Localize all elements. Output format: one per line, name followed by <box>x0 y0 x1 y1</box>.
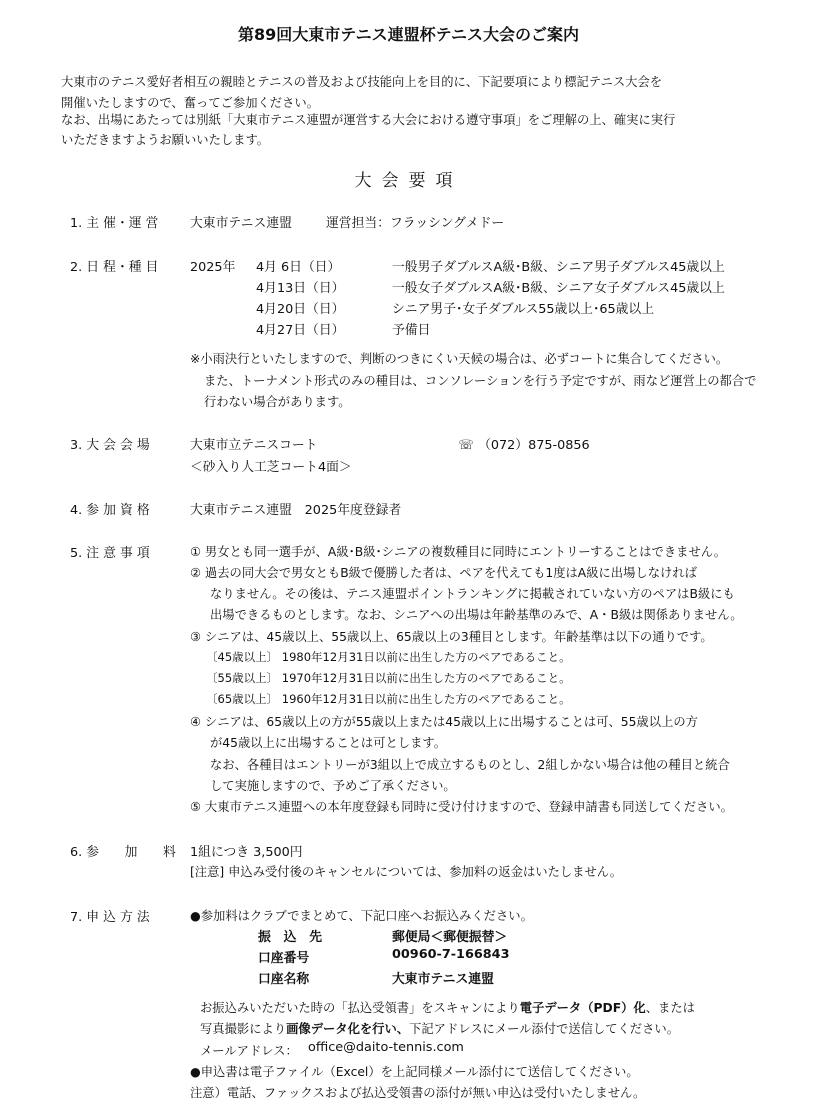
notice-4-cont-2: なお、各種目はエントリーが3組以上で成立するものとし、2組しかない場合は他の種目と統合 <box>210 758 730 772</box>
notice-2: ② 過去の同大会で男女ともB級で優勝した者は、ペアを代えても1度はA級に出場しなければ <box>190 566 697 580</box>
schedule-date-2: 4月13日（日） <box>256 281 345 296</box>
section-1-label: 1. 主 催・運 営 <box>70 216 159 231</box>
venue-court: ＜砂入り人工芝コート4面＞ <box>190 460 352 475</box>
manager: 運営担当：フラッシングメドー <box>326 216 505 231</box>
receipt-text-f: 下記アドレスにメール添付で送信してください。 <box>409 1022 679 1036</box>
entry-fee: 1組につき 3,500円 <box>190 845 303 860</box>
notice-4-cont-1: が45歳以上に出場することは可とします。 <box>210 736 447 750</box>
section-4-label: 4. 参 加 資 格 <box>70 503 150 518</box>
notice-2-cont-1: なりません。その後は、テニス連盟ポイントランキングに掲載されていない方のペアはB級にも <box>210 587 735 601</box>
schedule-event-1: 一般男子ダブルスA級･B級、シニア男子ダブルス45歳以上 <box>392 260 725 275</box>
schedule-event-2: 一般女子ダブルスA級･B級、シニア女子ダブルス45歳以上 <box>392 281 725 296</box>
notice-2-cont-2: 出場できるものとします。なお、シニアへの出場は年齢基準のみで、A・B級は関係ありません。 <box>210 608 743 622</box>
notice-5: ⑤ 大東市テニス連盟への本年度登録も同時に受け付けますので、登録申請書も同送してください。 <box>190 800 733 814</box>
bank-label-account-number: 口座番号 <box>258 951 310 966</box>
receipt-text-a: お振込みいただいた時の「払込受領書」をスキャンにより <box>200 1001 520 1015</box>
notice-4-cont-3: して実施しますので、予めご了承ください。 <box>210 779 456 793</box>
section-6-label: 6. 参 加 料 <box>70 845 176 860</box>
notice-1: ① 男女とも同一選手が、A級･B級･シニアの複数種目に同時にエントリーすることはできません。 <box>190 545 727 559</box>
application-form-instruction: ●申込書は電子ファイル（Excel）を上記同様メール添付にて送信してください。 <box>190 1065 639 1079</box>
section-2-label: 2. 日 程・種 目 <box>70 260 159 275</box>
payment-instruction: ●参加料はクラブでまとめて、下記口座へお振込みください。 <box>190 909 533 923</box>
page-title: 第89回大東市テニス連盟杯テニス大会のご案内 <box>238 25 579 44</box>
notice-4: ④ シニアは、65歳以上の方が55歳以上または45歳以上に出場することは可、55歳以上の方 <box>190 715 698 729</box>
bank-value-payee: 郵便局＜郵便振替＞ <box>392 930 508 945</box>
age-rule-65: 〔65歳以上〕 1960年12月31日以前に出生した方のペアであること。 <box>206 692 571 706</box>
eligibility: 大東市テニス連盟 2025年度登録者 <box>190 503 402 518</box>
intro-line-3: なお、出場にあたっては別紙「大東市テニス連盟が運営する大会における遵守事項」をご理解の上、確実に実行 <box>61 113 676 127</box>
fee-note: [注意] 申込み受付後のキャンセルについては、参加料の返金はいたしません。 <box>190 865 623 879</box>
section-3-label: 3. 大 会 会 場 <box>70 438 150 453</box>
intro-line-2: 開催いたしますので、奮ってご参加ください。 <box>61 96 319 110</box>
intro-line-4: いただきますようお願いいたします。 <box>61 133 270 147</box>
receipt-text-e: 画像データ化を行い、 <box>286 1022 410 1036</box>
intro-line-1: 大東市のテニス愛好者相互の親睦とテニスの普及および技能向上を目的に、下記要項により標記テニス大会を <box>61 75 663 89</box>
schedule-note-1: ※小雨決行といたしますので、判断のつきにくい天候の場合は、必ずコートに集合してください。 <box>190 352 729 366</box>
mail-address: office@daito-tennis.com <box>308 1040 464 1055</box>
section-heading: 大会要項 <box>354 171 463 191</box>
venue-name: 大東市立テニスコート <box>190 438 318 453</box>
schedule-event-3: シニア男子･女子ダブルス55歳以上･65歳以上 <box>392 302 655 317</box>
application-caution: 注意）電話、ファックスおよび払込受領書の添付が無い申込は受付いたしません。 <box>190 1086 646 1100</box>
section-7-label: 7. 申 込 方 法 <box>70 910 150 925</box>
age-rule-45: 〔45歳以上〕 1980年12月31日以前に出生した方のペアであること。 <box>206 650 571 664</box>
venue-phone: ☏ （072）875-0856 <box>458 438 590 453</box>
schedule-note-2: また、トーナメント形式のみの種目は、コンソレーションを行う予定ですが、雨など運営上の都合で <box>204 374 757 388</box>
mail-label: メールアドレス： <box>200 1044 298 1058</box>
receipt-text-d: 写真撮影により <box>200 1022 287 1036</box>
section-5-label: 5. 注 意 事 項 <box>70 546 150 561</box>
receipt-instruction-1 <box>200 998 695 1016</box>
schedule-date-3: 4月20日（日） <box>256 302 345 317</box>
notice-3: ③ シニアは、45歳以上、55歳以上、65歳以上の3種目とします。年齢基準は以下の通りです。 <box>190 630 713 644</box>
bank-value-account-name: 大東市テニス連盟 <box>392 972 494 987</box>
receipt-instruction-2 <box>200 1019 679 1037</box>
organizer: 大東市テニス連盟 <box>190 216 292 231</box>
schedule-date-4: 4月27日（日） <box>256 323 345 338</box>
schedule-date-1: 4月 6日（日） <box>256 260 341 275</box>
bank-label-account-name: 口座名称 <box>258 972 310 987</box>
schedule-event-4: 予備日 <box>392 323 431 338</box>
schedule-year: 2025年 <box>190 260 236 275</box>
receipt-text-b: 電子データ（PDF）化 <box>519 1001 646 1015</box>
age-rule-55: 〔55歳以上〕 1970年12月31日以前に出生した方のペアであること。 <box>206 671 571 685</box>
receipt-text-c: 、または <box>645 1001 695 1015</box>
bank-label-payee: 振 込 先 <box>258 930 322 945</box>
bank-value-account-number: 00960-7-166843 <box>392 947 510 962</box>
schedule-note-3: 行わない場合があります。 <box>204 395 351 409</box>
